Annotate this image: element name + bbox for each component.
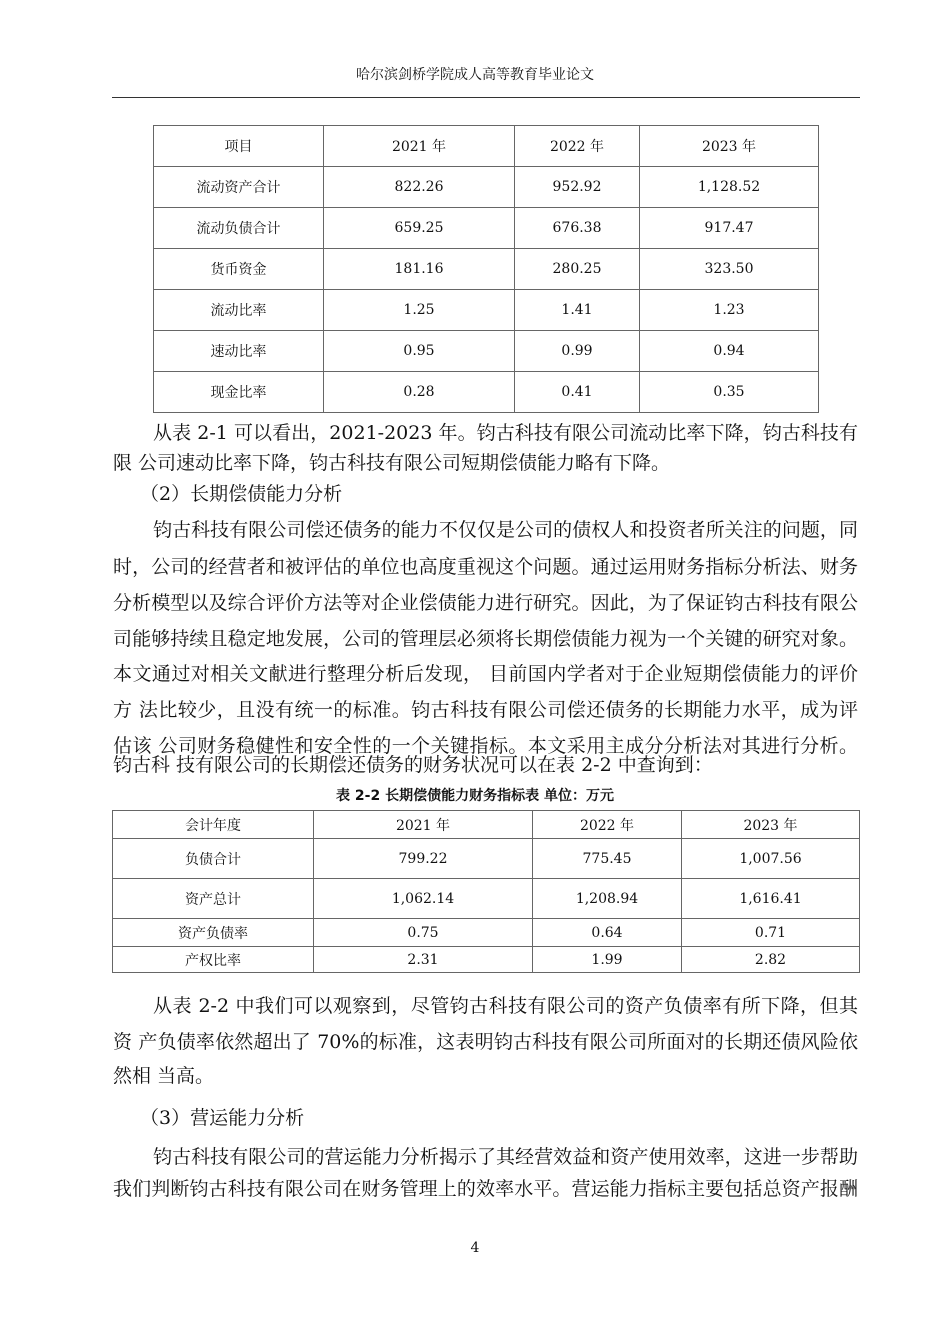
table-cell: 产权比率 — [113, 947, 314, 973]
table-cell: 659.25 — [324, 208, 515, 249]
table-header-cell: 2023 年 — [682, 811, 860, 839]
table-cell: 1,007.56 — [682, 839, 860, 879]
table-row — [154, 249, 819, 290]
table-cell: 流动负债合计 — [154, 208, 324, 249]
table-cell: 1,128.52 — [640, 167, 819, 208]
table-header-row — [154, 126, 819, 167]
table-cell: 181.16 — [324, 249, 515, 290]
paragraph-line: 钧古科技有限公司偿还债务的能力不仅仅是公司的债权人和投资者所关注的问题，同 — [153, 519, 858, 541]
table-cell: 917.47 — [640, 208, 819, 249]
table-header-cell: 会计年度 — [113, 811, 314, 839]
table-row — [113, 879, 860, 919]
table-cell: 822.26 — [324, 167, 515, 208]
paragraph-line: 钧古科 技有限公司的长期偿还债务的财务状况可以在表 2-2 中查询到： — [113, 754, 713, 776]
table-cell: 1.23 — [640, 290, 819, 331]
paragraph-line: 资 产负债率依然超出了 70%的标准，这表明钧古科技有限公司所面对的长期还债风险依 — [113, 1031, 858, 1053]
paragraph-line: 方 法比较少，且没有统一的标准。钧古科技有限公司偿还债务的长期能力水平，成为评 — [113, 699, 858, 721]
paragraph-line: 我们判断钧古科技有限公司在财务管理上的效率水平。营运能力指标主要包括总资产报酬 — [113, 1178, 858, 1200]
table-cell: 流动资产合计 — [154, 167, 324, 208]
table-header-cell: 2022 年 — [515, 126, 640, 167]
table-cell: 0.71 — [682, 919, 860, 947]
running-header: 哈尔滨剑桥学院成人高等教育毕业论文 — [356, 67, 594, 83]
table-header-cell: 2021 年 — [314, 811, 533, 839]
paragraph-line: 从表 2-1 可以看出，2021-2023 年。钧古科技有限公司流动比率下降，钧古科技有 — [153, 422, 858, 444]
paragraph-line: 时，公司的经营者和被评估的单位也高度重视这个问题。通过运用财务指标分析法、财务 — [113, 556, 858, 578]
table-header-cell: 2021 年 — [324, 126, 515, 167]
table-caption: 表 2-2 长期偿债能力财务指标表 单位：万元 — [336, 788, 614, 804]
table-cell: 2.82 — [682, 947, 860, 973]
paragraph-line: 分析模型以及综合评价方法等对企业偿债能力进行研究。因此，为了保证钧古科技有限公 — [113, 592, 858, 614]
paragraph-line: 限 公司速动比率下降，钧古科技有限公司短期偿债能力略有下降。 — [113, 452, 671, 474]
table-cell: 速动比率 — [154, 331, 324, 372]
table-row — [154, 167, 819, 208]
table-header-cell: 2022 年 — [533, 811, 682, 839]
table-header-cell: 2023 年 — [640, 126, 819, 167]
table-cell: 1.99 — [533, 947, 682, 973]
paragraph-line: 本文通过对相关文献进行整理分析后发现， 目前国内学者对于企业短期偿债能力的评价 — [113, 663, 858, 685]
table-cell: 0.64 — [533, 919, 682, 947]
paragraph-line: 钧古科技有限公司的营运能力分析揭示了其经营效益和资产使用效率，这进一步帮助 — [153, 1146, 858, 1168]
table-cell: 0.95 — [324, 331, 515, 372]
table-cell: 1,208.94 — [533, 879, 682, 919]
page-number: 4 — [470, 1240, 480, 1256]
table-cell: 775.45 — [533, 839, 682, 879]
table-cell: 1,616.41 — [682, 879, 860, 919]
paragraph-line: 估该 公司财务稳健性和安全性的一个关键指标。本文采用主成分分析法对其进行分析。 — [113, 735, 858, 757]
table-cell: 现金比率 — [154, 372, 324, 413]
table-row — [113, 947, 860, 973]
table-row — [154, 208, 819, 249]
table-cell: 2.31 — [314, 947, 533, 973]
table-cell: 0.28 — [324, 372, 515, 413]
table-cell: 799.22 — [314, 839, 533, 879]
table-cell: 货币资金 — [154, 249, 324, 290]
short-term-solvency-table — [153, 125, 819, 413]
header-rule — [112, 97, 860, 98]
table-cell: 资产总计 — [113, 879, 314, 919]
long-term-solvency-table — [112, 810, 860, 973]
table-cell: 0.94 — [640, 331, 819, 372]
section-heading: （2）长期偿债能力分析 — [140, 483, 343, 505]
table-header-cell: 项目 — [154, 126, 324, 167]
table-cell: 负债合计 — [113, 839, 314, 879]
table-cell: 流动比率 — [154, 290, 324, 331]
table-row — [154, 372, 819, 413]
paragraph-line: 然相 当高。 — [113, 1065, 215, 1087]
paragraph-line: 司能够持续且稳定地发展，公司的管理层必须将长期偿债能力视为一个关键的研究对象。 — [113, 628, 858, 650]
table-cell: 1.25 — [324, 290, 515, 331]
table-cell: 1.41 — [515, 290, 640, 331]
table-cell: 0.99 — [515, 331, 640, 372]
section-heading: （3）营运能力分析 — [140, 1107, 305, 1129]
table-row — [113, 839, 860, 879]
table-cell: 952.92 — [515, 167, 640, 208]
table-cell: 280.25 — [515, 249, 640, 290]
table-row — [154, 331, 819, 372]
table-cell: 0.41 — [515, 372, 640, 413]
table-cell: 676.38 — [515, 208, 640, 249]
table-header-row — [113, 811, 860, 839]
table-cell: 0.35 — [640, 372, 819, 413]
paragraph-line: 从表 2-2 中我们可以观察到，尽管钧古科技有限公司的资产负债率有所下降，但其 — [153, 995, 858, 1017]
table-cell: 资产负债率 — [113, 919, 314, 947]
table-row — [154, 290, 819, 331]
table-cell: 1,062.14 — [314, 879, 533, 919]
table-cell: 323.50 — [640, 249, 819, 290]
table-cell: 0.75 — [314, 919, 533, 947]
table-row — [113, 919, 860, 947]
